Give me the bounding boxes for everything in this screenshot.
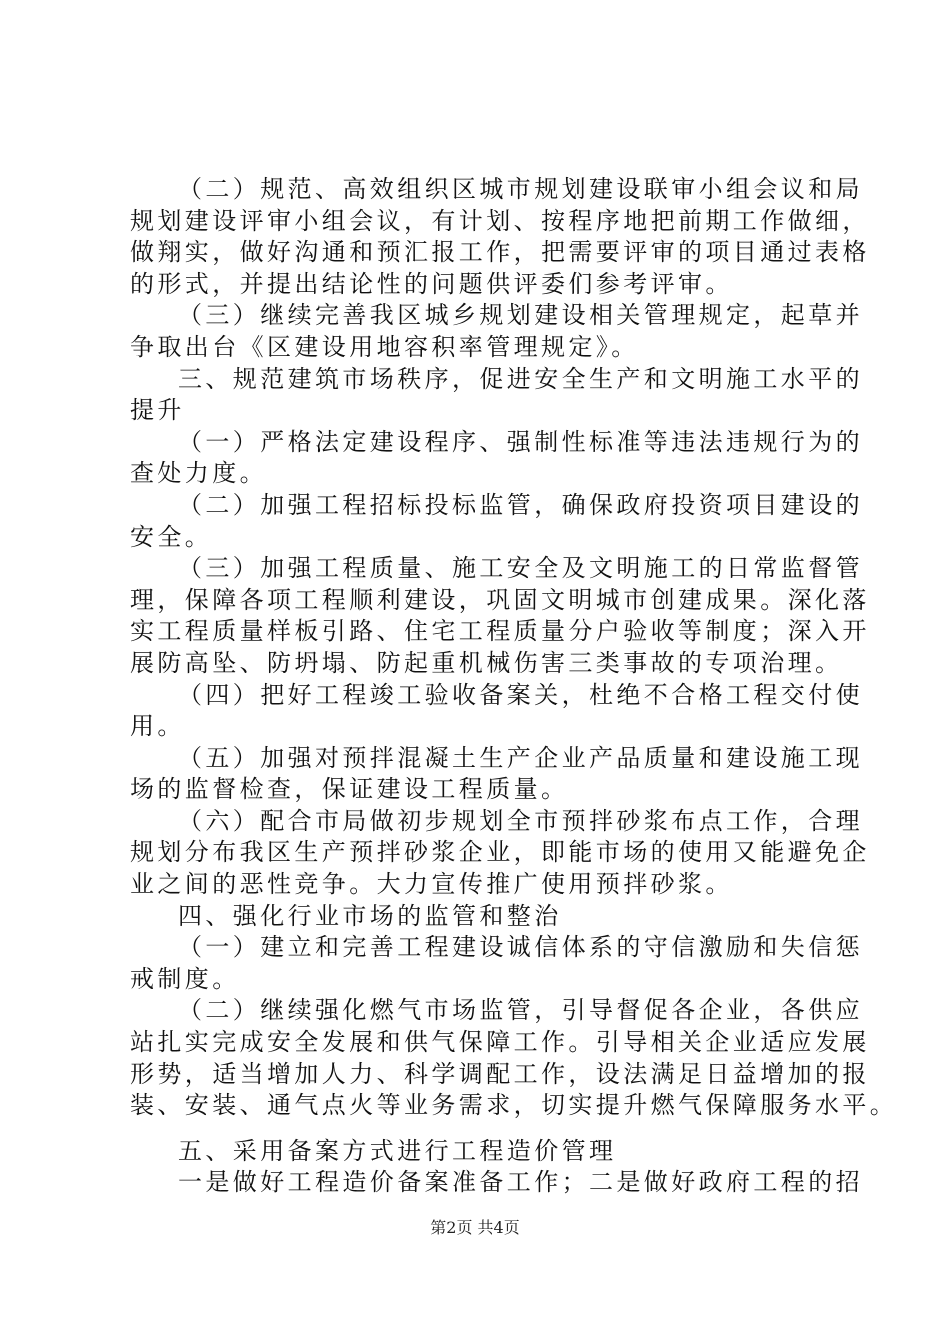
text-line: 四、强化行业市场的监管和整治	[178, 901, 562, 930]
section-heading	[130, 364, 863, 427]
text-line: 一是做好工程造价备案准备工作；二是做好政府工程的招	[178, 1168, 863, 1197]
paragraph	[130, 995, 898, 1121]
section-heading	[130, 901, 830, 933]
text-line: 争取出台《区建设用地容积率管理规定》。	[130, 332, 639, 361]
paragraph	[130, 1167, 863, 1199]
paragraph	[130, 427, 863, 490]
text-line: 规划建设评审小组会议，有计划、按程序地把前期工作做细，	[130, 206, 870, 235]
text-line: 场的监督检查，保证建设工程质量。	[130, 775, 569, 804]
text-line: 查处力度。	[130, 459, 267, 488]
text-line: （四）把好工程竣工验收备案关，杜绝不合格工程交付使	[178, 680, 863, 709]
paragraph	[130, 743, 863, 806]
text-line: （二）规范、高效组织区城市规划建设联审小组会议和局	[178, 175, 863, 203]
text-line: 戒制度。	[130, 964, 240, 993]
paragraph	[130, 490, 863, 553]
text-line: 理，保障各项工程顺利建设，巩固文明城市创建成果。深化落	[130, 585, 870, 614]
text-line: 形势，适当增加人力、科学调配工作，设法满足日益增加的报	[130, 1059, 870, 1088]
text-line: 提升	[130, 396, 185, 425]
paragraph	[130, 300, 863, 363]
text-line: 五、采用备案方式进行工程造价管理	[178, 1136, 617, 1165]
text-line: 装、安装、通气点火等业务需求，切实提升燃气保障服务水平。	[130, 1091, 898, 1120]
section-heading	[130, 1136, 830, 1168]
text-line: 安全。	[130, 522, 213, 551]
paragraph	[130, 680, 863, 743]
text-line: （一）严格法定建设程序、强制性标准等违法违规行为的	[178, 427, 863, 456]
paragraph-gap	[130, 1122, 830, 1136]
paragraph	[130, 553, 870, 679]
text-line: 业之间的恶性竞争。大力宣传推广使用预拌砂浆。	[130, 870, 733, 899]
text-line: 实工程质量样板引路、住宅工程质量分户验收等制度；深入开	[130, 617, 870, 646]
text-line: （五）加强对预拌混凝土生产企业产品质量和建设施工现	[178, 743, 863, 772]
text-line: 的形式，并提出结论性的问题供评委们参考评审。	[130, 269, 733, 298]
text-line: （二）继续强化燃气市场监管，引导督促各企业，各供应	[178, 996, 863, 1025]
text-line: （三）加强工程质量、施工安全及文明施工的日常监督管	[178, 554, 863, 583]
document-body	[130, 174, 898, 1199]
text-line: 规划分布我区生产预拌砂浆企业，即能市场的使用又能避免企	[130, 838, 870, 867]
paragraph	[130, 806, 870, 901]
paragraph	[130, 932, 863, 995]
page-footer: 第2页 共4页	[430, 1218, 520, 1237]
text-line: 做翔实，做好沟通和预汇报工作，把需要评审的项目通过表格	[130, 238, 870, 267]
paragraph	[130, 174, 870, 300]
text-line: 展防高坠、防坍塌、防起重机械伤害三类事故的专项治理。	[130, 648, 843, 677]
text-line: 用。	[130, 712, 185, 741]
text-line: （一）建立和完善工程建设诚信体系的守信激励和失信惩	[178, 933, 863, 962]
text-line: 三、规范建筑市场秩序，促进安全生产和文明施工水平的	[178, 364, 863, 393]
text-line: （二）加强工程招标投标监管，确保政府投资项目建设的	[178, 490, 863, 519]
text-line: 站扎实完成安全发展和供气保障工作。引导相关企业适应发展	[130, 1028, 870, 1057]
text-line: （三）继续完善我区城乡规划建设相关管理规定，起草并	[178, 301, 863, 330]
text-line: （六）配合市局做初步规划全市预拌砂浆布点工作，合理	[178, 806, 863, 835]
